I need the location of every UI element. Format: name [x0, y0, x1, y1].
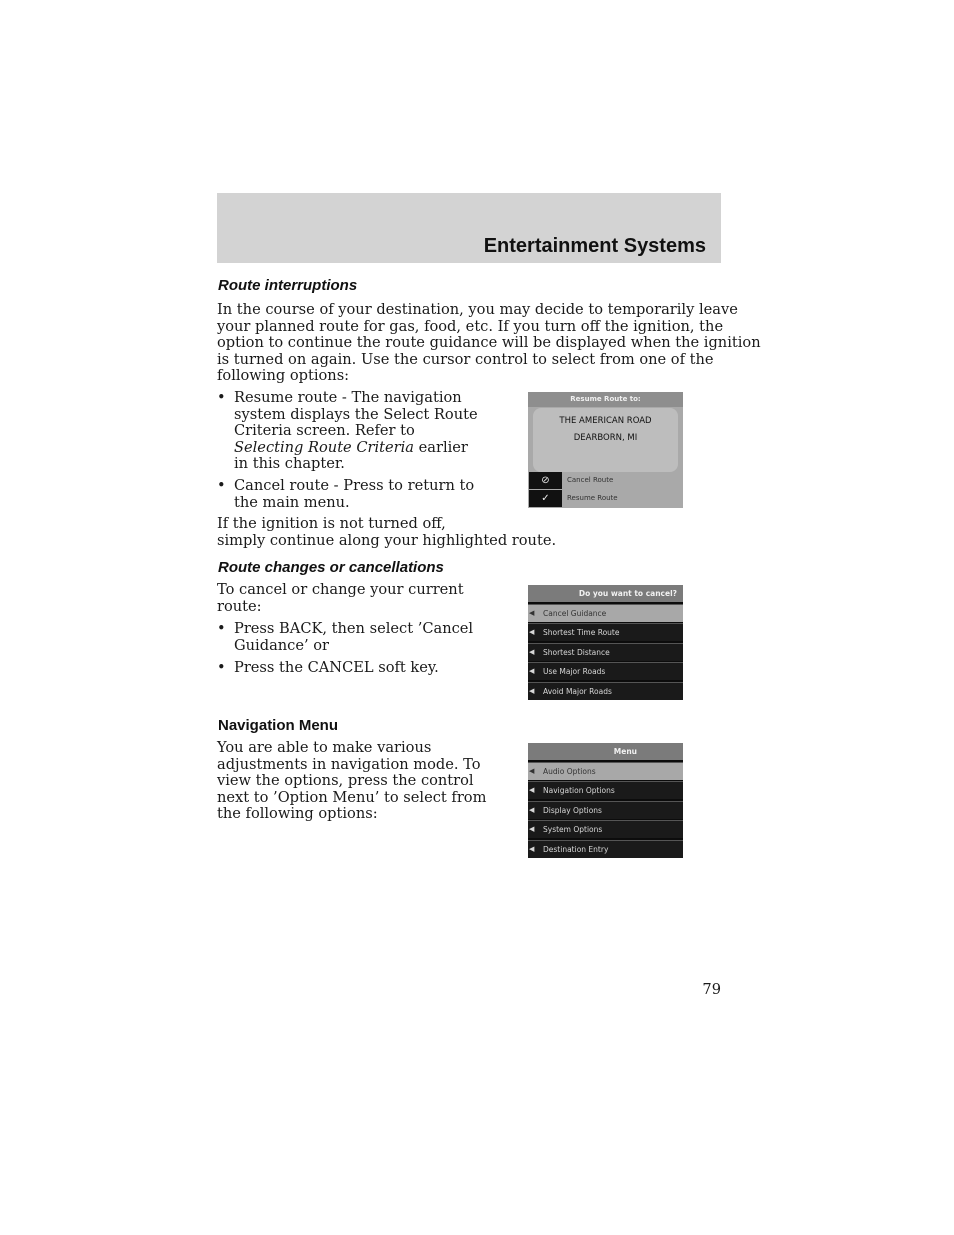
cancel-intro-paragraph	[217, 582, 464, 615]
page-number: 79	[702, 981, 721, 998]
options-menu-screen	[528, 743, 683, 858]
menu-item-avoid-major-roads[interactable]	[528, 682, 683, 700]
menu-item-shortest-distance[interactable]	[528, 643, 683, 661]
text-line	[234, 440, 478, 457]
arrow-left-icon: ◀	[529, 806, 535, 814]
heading-navigation-menu: Navigation Menu	[218, 717, 339, 734]
bullet-dot: •	[217, 477, 226, 494]
text-line: next to ’Option Menu’ to select from	[217, 788, 487, 806]
arrow-left-icon: ◀	[529, 667, 535, 675]
menu-item-label: Shortest Distance	[543, 648, 610, 657]
text-fragment: earlier	[414, 438, 468, 456]
text-line: route:	[217, 597, 262, 615]
menu-item-label: Shortest Time Route	[543, 628, 620, 637]
text-line: system displays the Select Route	[234, 405, 478, 423]
bullet-dot: •	[217, 620, 226, 637]
text-line: Press BACK, then select ’Cancel	[234, 620, 474, 637]
menu-item-label: System Options	[543, 825, 603, 834]
menu-item-label: Display Options	[543, 806, 602, 815]
menu-item-label: Destination Entry	[543, 845, 609, 854]
arrow-left-icon: ◀	[529, 609, 535, 617]
menu-item-shortest-time[interactable]	[528, 623, 683, 641]
arrow-left-icon: ◀	[529, 825, 535, 833]
bullet-dot: •	[217, 659, 226, 676]
bullet-resume-route	[217, 390, 478, 473]
text-line: Press the CANCEL soft key.	[234, 659, 439, 676]
cancel-icon[interactable]: ⊘	[529, 472, 562, 489]
text-line: is turned on again. Use the cursor control to select from one of the	[217, 350, 714, 368]
menu-item-label: Cancel Guidance	[543, 609, 607, 618]
destination-line: THE AMERICAN ROAD	[559, 416, 652, 426]
screen-title: Do you want to cancel?	[528, 585, 683, 602]
text-line: view the options, press the control	[217, 772, 474, 789]
menu-item-cancel-guidance[interactable]	[528, 604, 683, 622]
text-line: following options:	[217, 367, 350, 384]
bullet-cancel-route	[217, 478, 474, 511]
section-title: Entertainment Systems	[483, 235, 706, 257]
menu-item-label: Navigation Options	[543, 786, 615, 795]
text-line: Resume route - The navigation	[234, 389, 462, 406]
text-line: the following options:	[217, 805, 378, 822]
chapter-reference: Selecting Route Criteria	[234, 438, 414, 456]
arrow-left-icon: ◀	[529, 845, 535, 853]
intro-paragraph	[217, 302, 761, 385]
cancel-prompt-screen	[528, 585, 683, 700]
header-band	[217, 193, 721, 263]
bullet-press-back	[217, 621, 473, 654]
bullet-dot: •	[217, 389, 226, 406]
bullet-press-cancel	[217, 660, 439, 677]
arrow-left-icon: ◀	[529, 767, 535, 775]
arrow-left-icon: ◀	[529, 628, 535, 636]
option-label: Resume Route	[567, 494, 618, 502]
menu-item-display-options[interactable]	[528, 801, 683, 819]
arrow-left-icon: ◀	[529, 786, 535, 794]
text-line: simply continue along your highlighted route.	[217, 531, 557, 549]
text-line: adjustments in navigation mode. To	[217, 755, 481, 773]
menu-item-use-major-roads[interactable]	[528, 662, 683, 680]
menu-item-label: Audio Options	[543, 767, 596, 776]
text-line: Guidance’ or	[234, 636, 330, 654]
navigation-menu-paragraph	[217, 740, 486, 823]
text-line: in this chapter.	[234, 455, 345, 472]
checkmark-icon[interactable]: ✓	[529, 490, 562, 507]
text-line: option to continue the route guidance will be displayed when the ignition	[217, 334, 761, 351]
screen-title: Resume Route to:	[528, 392, 683, 407]
text-line: Cancel route - Press to return to	[234, 477, 475, 494]
menu-item-navigation-options[interactable]	[528, 781, 683, 799]
menu-item-audio-options[interactable]	[528, 762, 683, 780]
text-line: your planned route for gas, food, etc. If you turn off the ignition, the	[217, 317, 724, 335]
screen-title: Menu	[528, 743, 683, 760]
resume-route-option[interactable]	[528, 490, 683, 507]
text-line: If the ignition is not turned off,	[217, 515, 446, 532]
text-line: Criteria screen. Refer to	[234, 422, 415, 439]
outro-paragraph	[217, 516, 556, 549]
text-line: You are able to make various	[217, 739, 432, 756]
text-line: To cancel or change your current	[217, 581, 464, 598]
menu-item-system-options[interactable]	[528, 820, 683, 838]
text-line: In the course of your destination, you may decide to temporarily leave	[217, 301, 738, 318]
heading-route-changes: Route changes or cancellations	[218, 559, 444, 576]
arrow-left-icon: ◀	[529, 687, 535, 695]
menu-item-label: Use Major Roads	[543, 667, 606, 676]
option-label: Cancel Route	[567, 476, 614, 484]
text-line: the main menu.	[234, 493, 350, 511]
menu-item-destination-entry[interactable]	[528, 840, 683, 858]
menu-item-label: Avoid Major Roads	[543, 687, 612, 696]
heading-route-interruptions: Route interruptions	[218, 277, 358, 294]
resume-route-screen	[528, 392, 683, 508]
arrow-left-icon: ◀	[529, 648, 535, 656]
cancel-route-option[interactable]	[528, 472, 683, 489]
destination-line: DEARBORN, MI	[573, 433, 638, 443]
